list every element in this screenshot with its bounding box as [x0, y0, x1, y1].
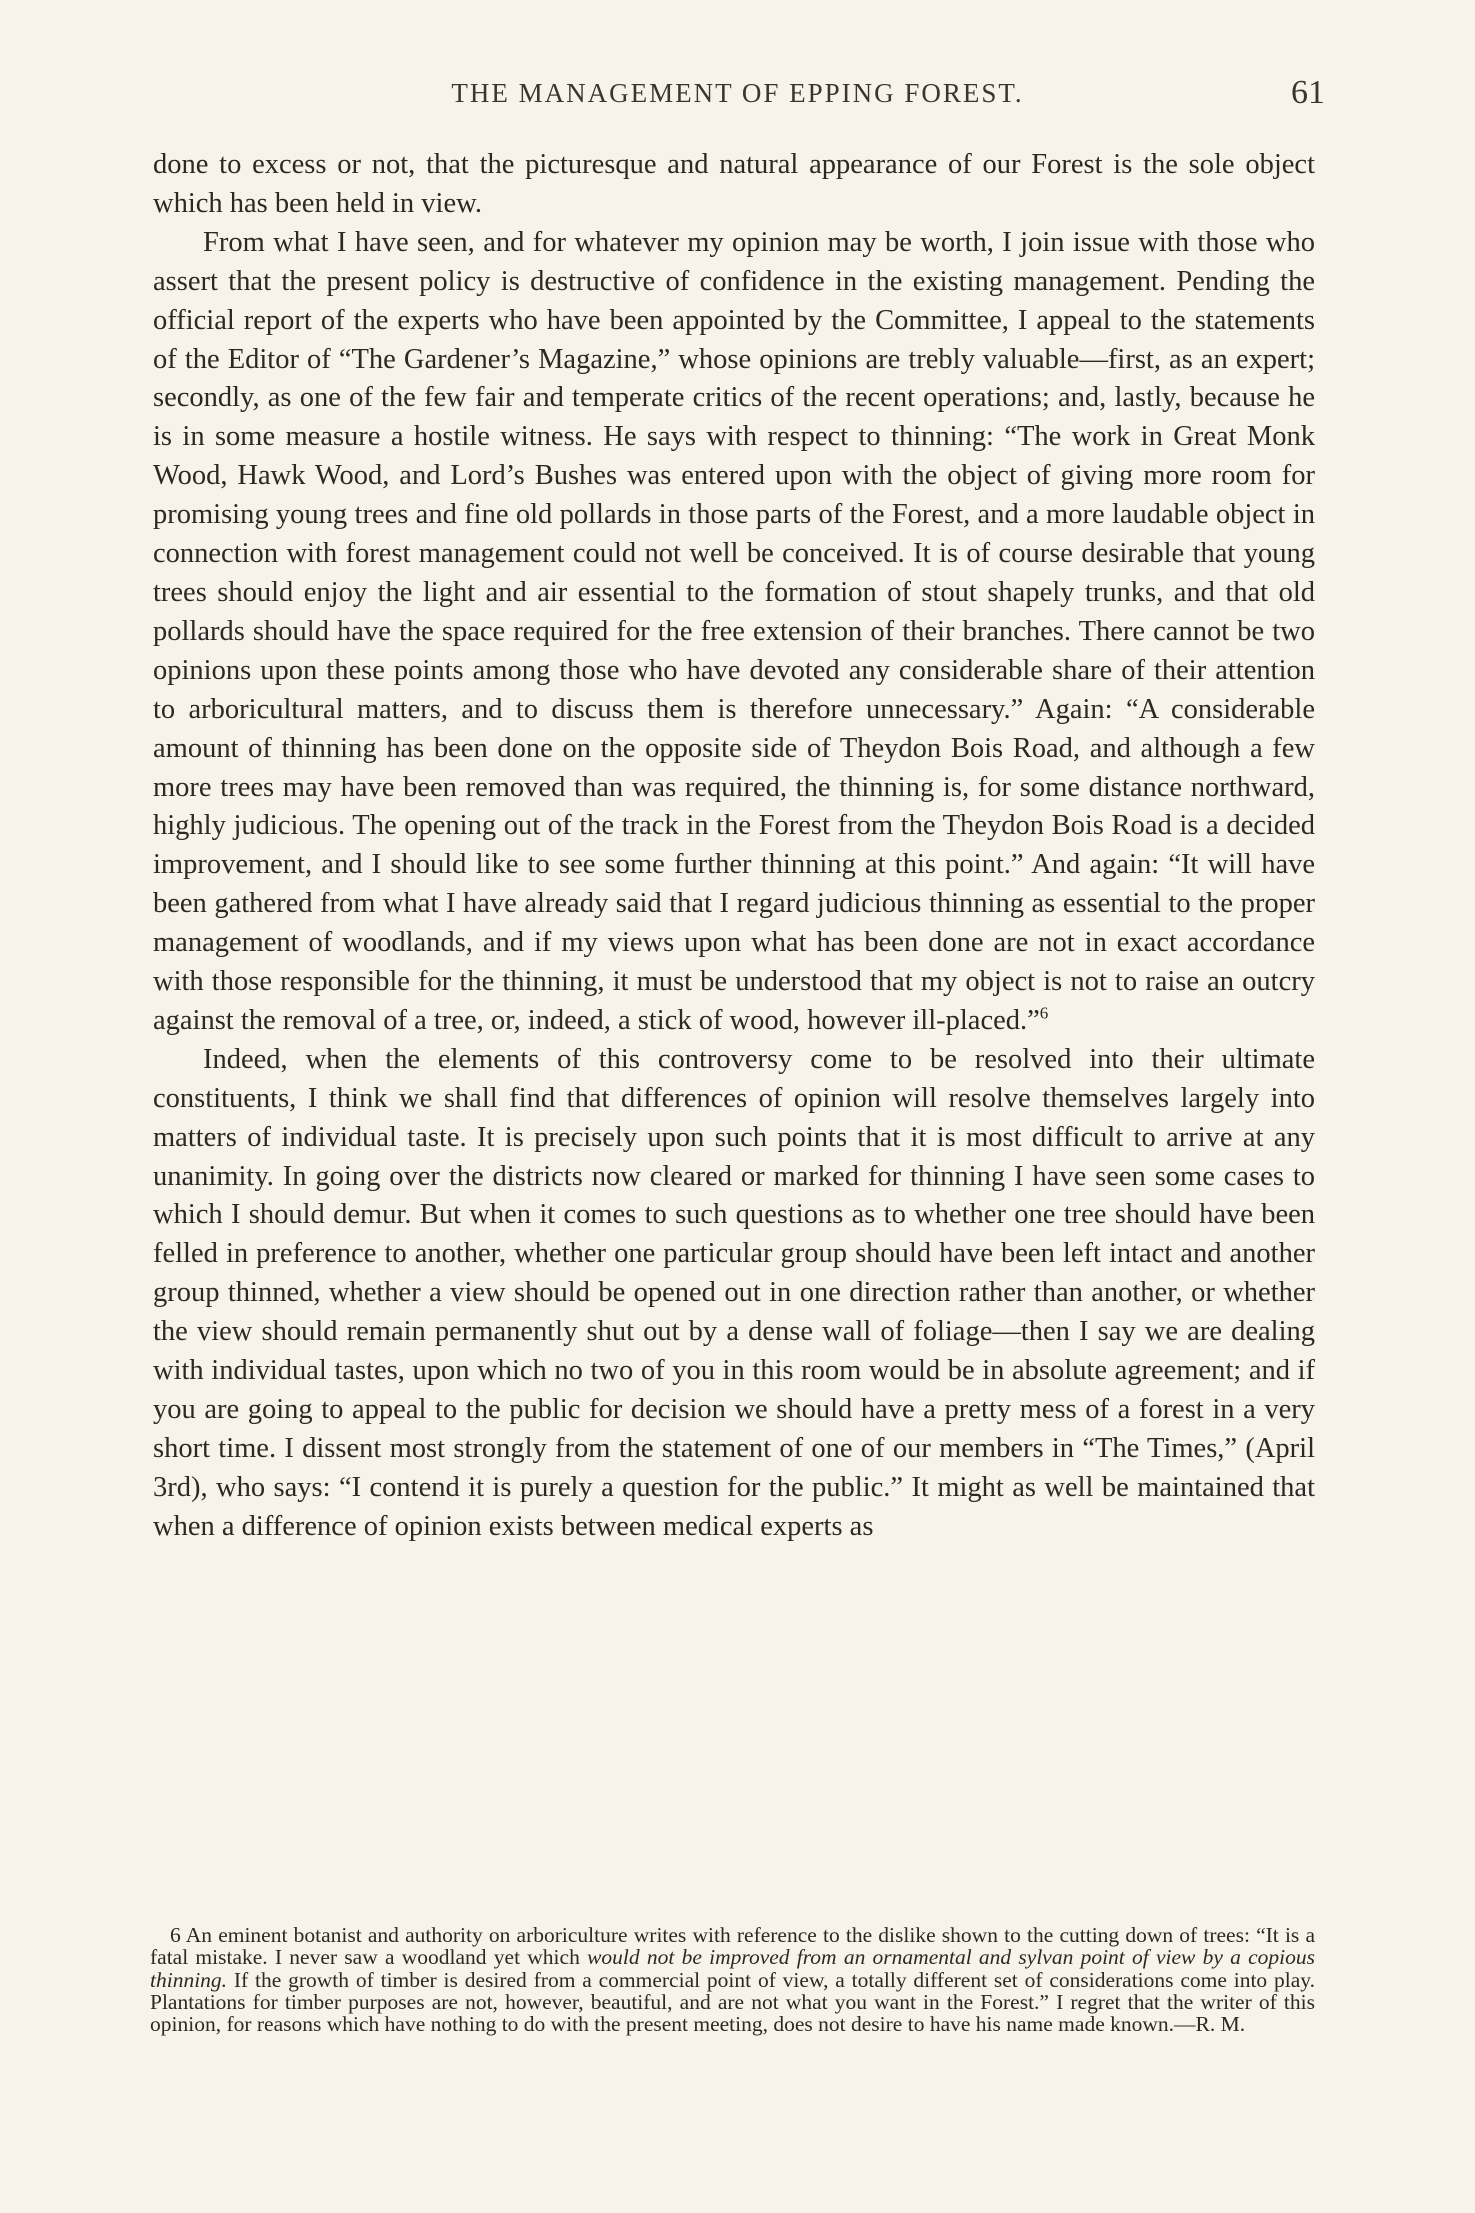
- paragraph-continuation: done to excess or not, that the picturesque and natural appearance of our Forest is the sole object which has been held in view.: [153, 149, 1315, 219]
- paragraph-thinning-quotes-text: From what I have seen, and for whatever my opinion may be worth, I join issue with those who assert that the present policy is destructive of confidence in the existing management. Pending the official report of the experts who have been appointed by the Committee, I appeal to the statements of the Editor of “The Gardener’s Magazine,” whose opinions are trebly valuable—first, as an expert; secondly, as one of the few fair and temperate critics of the recent operations; and, lastly, because he is in some measure a hostile witness. He says with respect to thinning: “The work in Great Monk Wood, Hawk Wood, and Lord’s Bushes was entered upon with the object of giving more room for promising young trees and fine old pollards in those parts of the Forest, and a more laudable object in connection with forest management could not well be conceived. It is of course desirable that young trees should enjoy the light and air essential to the formation of stout shapely trunks, and that old pollards should have the space required for the free extension of their branches. There cannot be two opinions upon these points among those who have devoted any considerable share of their attention to arboricultural matters, and to discuss them is therefore unnecessary.” Again: “A considerable amount of thinning has been done on the opposite side of Theydon Bois Road, and although a few more trees may have been removed than was required, the thinning is, for some distance northward, highly judicious. The opening out of the track in the Forest from the Theydon Bois Road is a decided improvement, and I should like to see some further thinning at this point.” And again: “It will have been gathered from what I have already said that I regard judicious thinning as essential to the proper management of woodlands, and if my views upon what has been done are not in exact accordance with those responsible for the thinning, it must be understood that my object is not to raise an outcry against the removal of a tree, or, indeed, a stick of wood, however ill-placed.”: [153, 226, 1315, 1036]
- paragraph-thinning-quotes: [153, 224, 1315, 1041]
- footnote-text-end: If the growth of timber is desired from a commercial point of view, a totally different set of considerations come into play. Plantations for timber purposes are not, however, beautiful, and are not what you want in the Forest.” I regret that the writer of this opinion, for reasons which have nothing to do with the present meeting, does not desire to have his name made known.—R. M.: [150, 1967, 1315, 2037]
- footnote-text-italic: would not be improved from an ornamental and sylvan point of view by a copious thinning.: [150, 1945, 1316, 1992]
- footnote-text-start: An eminent botanist and authority on arboriculture writes with reference to the dislike shown to the cutting down of trees: “It is a fatal mistake. I never saw a woodland yet which: [150, 1923, 1315, 1970]
- footnote-number: 6: [170, 1923, 181, 1947]
- footnote: [150, 1924, 1315, 2035]
- running-head: [150, 74, 1325, 118]
- running-title: THE MANAGEMENT OF EPPING FOREST.: [451, 78, 1024, 108]
- footnote-reference: 6: [1039, 1003, 1049, 1023]
- body-text: [153, 146, 1315, 1547]
- paragraph-individual-taste: Indeed, when the elements of this controversy come to be resolved into their ultimate constituents, I think we shall find that differences of opinion will resolve themselves largely into matters of individual taste. It is precisely upon such points that it is most difficult to arrive at any unanimity. In going over the districts now cleared or marked for thinning I have seen some cases to which I should demur. But when it comes to such questions as to whether one tree should have been felled in preference to another, whether one particular group should have been left intact and another group thinned, whether a view should be opened out in one direction rather than another, or whether the view should remain permanently shut out by a dense wall of foliage—then I say we are dealing with individual tastes, upon which no two of you in this room would be in absolute agreement; and if you are going to appeal to the public for decision we should have a pretty mess of a forest in a very short time. I dissent most strongly from the statement of one of our members in “The Times,” (April 3rd), who says: “I contend it is purely a question for the public.” It might as well be maintained that when a difference of opinion exists between medical experts as: [153, 1043, 1315, 1542]
- page-number: 61: [1291, 74, 1325, 111]
